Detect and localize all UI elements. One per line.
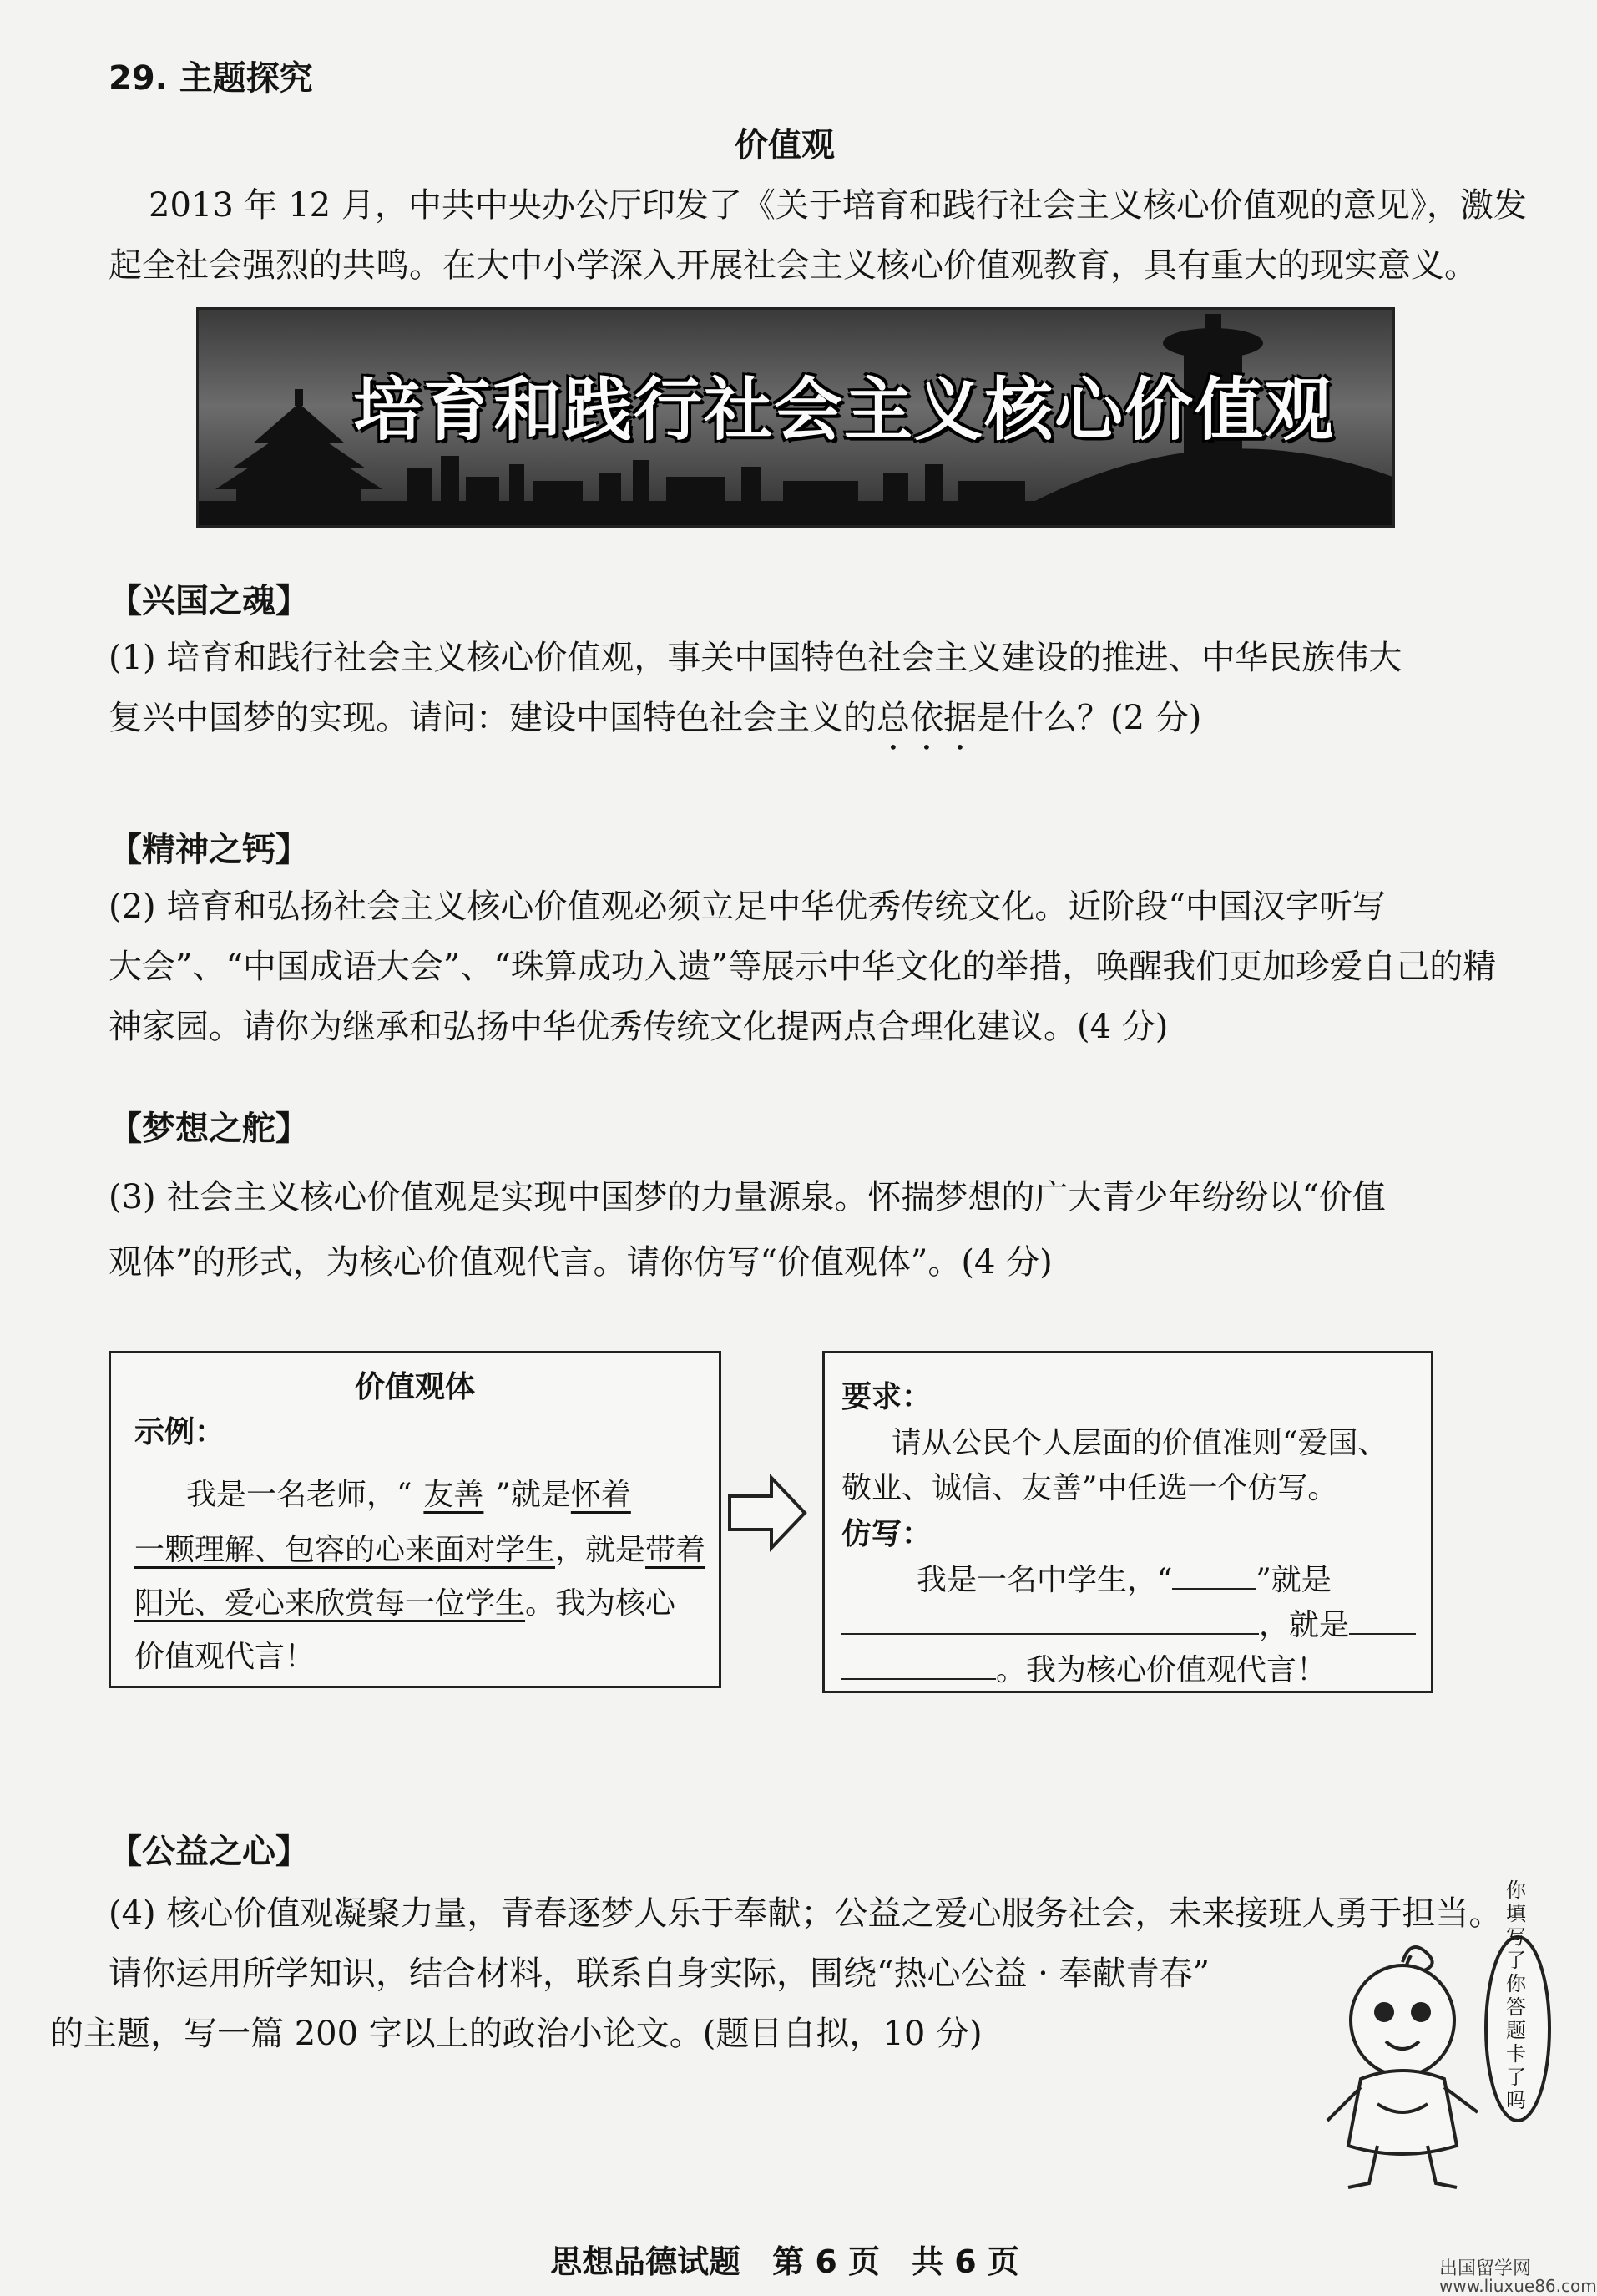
example-label: 示例： [134, 1414, 225, 1449]
section-heading-1: 【兴国之魂】 [109, 582, 309, 620]
imitation-line3 [841, 1644, 1327, 1697]
passage-title: 价值观 [735, 126, 835, 164]
imitation-label: 仿写： [841, 1516, 932, 1551]
page-footer: 思想品德试题 第 6 页 共 6 页 [550, 2243, 1019, 2280]
section1-line1: (1) 培育和践行社会主义核心价值观，事关中国特色社会主义建设的推进、中华民族伟大 [109, 639, 1402, 677]
example-line2 [134, 1524, 705, 1577]
section1-line2 [109, 688, 1528, 757]
watermark-site-name: 出国留学网 [1439, 2258, 1532, 2279]
example-l2-c: 带着 [645, 1533, 706, 1567]
example-l3-a: 阳光、爱心来欣赏每一位学生 [134, 1586, 526, 1621]
mascot-bubble-text: 你填写了你答题卡了吗 [1506, 1879, 1526, 2112]
example-line1 [186, 1469, 631, 1522]
section3-line2: 观体”的形式，为核心价值观代言。请你仿写“价值观体”。(4 分) [109, 1243, 1053, 1282]
section4-line2: 请你运用所学知识，结合材料，联系自身实际，围绕“热心公益 · 奉献青春” [109, 1955, 1210, 1993]
section1-line2-pre: 复兴中国梦的实现。请问：建设中国特色社会主义的 [109, 699, 877, 737]
intro-line-2: 起全社会强烈的共鸣。在大中小学深入开展社会主义核心价值观教育，具有重大的现实意义。 [109, 246, 1478, 285]
watermark-url: www.liuxue86.com [1439, 2276, 1597, 2296]
imitation-l3-post: 。我为核心价值观代言！ [996, 1653, 1327, 1687]
example-word: 友善 [423, 1478, 484, 1512]
example-l3-b: 。我为核心 [525, 1586, 676, 1621]
right-arrow-icon [726, 1473, 810, 1553]
answer-blank[interactable] [1172, 1555, 1256, 1590]
example-l1-mid: ”就是 [495, 1478, 571, 1512]
question-number: 29. 主题探究 [109, 59, 313, 98]
banner-image [196, 307, 1395, 528]
banner-title: 培育和践行社会主义核心价值观 [353, 371, 1336, 450]
requirement-label: 要求： [841, 1379, 932, 1414]
requirement-line2: 敬业、诚信、友善”中任选一个仿写。 [841, 1471, 1338, 1505]
example-l1-tail: 怀着 [570, 1478, 631, 1512]
section2-line2: 大会”、“中国成语大会”、“珠算成功入遗”等展示中华文化的举措，唤醒我们更加珍爱自己的精 [109, 948, 1497, 986]
section2-line1: (2) 培育和弘扬社会主义核心价值观必须立足中华优秀传统文化。近阶段“中国汉字听写 [109, 888, 1386, 926]
section1-line2-post: 是什么？(2 分) [977, 699, 1202, 737]
example-line4: 价值观代言！ [134, 1640, 316, 1674]
imitation-l1-pre: 我是一名中学生，“ [917, 1563, 1173, 1597]
example-l2-b: ，就是 [555, 1533, 646, 1567]
example-box-title: 价值观体 [354, 1369, 475, 1404]
emphasis-keyword: 总依据 [877, 699, 977, 737]
section3-line1: (3) 社会主义核心价值观是实现中国梦的力量源泉。怀揣梦想的广大青少年纷纷以“价值 [109, 1178, 1386, 1216]
intro-line-1: 2013 年 12 月，中共中央办公厅印发了《关于培育和践行社会主义核心价值观的意见》，激发 [149, 186, 1527, 225]
example-line3 [134, 1577, 675, 1631]
imitation-l1-post: ”就是 [1256, 1563, 1332, 1597]
section-heading-2: 【精神之钙】 [109, 831, 309, 869]
section-heading-3: 【梦想之舵】 [109, 1110, 309, 1148]
section4-line1: (4) 核心价值观凝聚力量，青春逐梦人乐于奉献；公益之爱心服务社会，未来接班人勇于担当。 [109, 1894, 1503, 1933]
section-heading-4: 【公益之心】 [109, 1833, 309, 1871]
requirement-line1: 请从公民个人层面的价值准则“爱国、 [892, 1426, 1388, 1460]
answer-blank[interactable] [841, 1600, 1259, 1635]
answer-blank[interactable] [841, 1645, 996, 1680]
answer-blank[interactable] [1349, 1600, 1416, 1635]
example-l2-a: 一颗理解、包容的心来面对学生 [134, 1533, 556, 1567]
section2-line3: 神家园。请你为继承和弘扬中华优秀传统文化提两点合理化建议。(4 分) [109, 1008, 1169, 1046]
imitation-l2-post: ，就是 [1259, 1608, 1350, 1642]
example-box [109, 1351, 721, 1688]
requirement-box [822, 1351, 1433, 1693]
example-l1-pre: 我是一名老师，“ [186, 1478, 412, 1512]
section4-line3: 的主题，写一篇 200 字以上的政治小论文。(题目自拟，10 分) [50, 2015, 983, 2053]
